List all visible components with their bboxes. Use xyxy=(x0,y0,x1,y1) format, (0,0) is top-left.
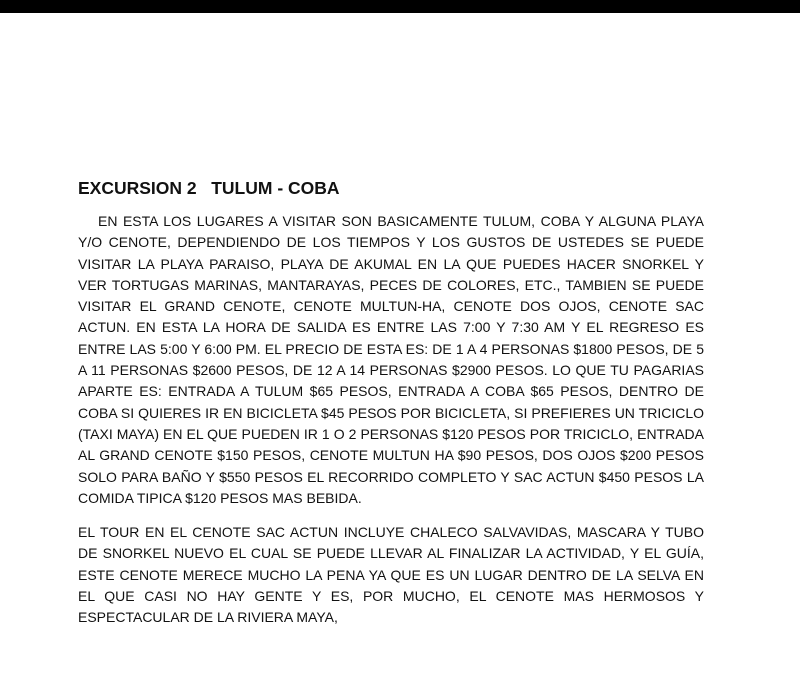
top-status-bar xyxy=(0,0,800,13)
document-title: EXCURSION 2 TULUM - COBA xyxy=(78,178,340,198)
document-body xyxy=(78,178,704,629)
paragraph-excursion-details: EN ESTA LOS LUGARES A VISITAR SON BASICAMENTE TULUM, COBA Y ALGUNA PLAYA Y/O CENOTE, DEPENDIENDO DE LOS TIEMPOS Y LOS GUSTOS DE USTEDES SE PUEDE VISITAR LA PLAYA PARAISO, PLAYA DE AKUMAL EN LA QUE PUEDES HACER SNORKEL Y VER TORTUGAS MARINAS, MANTARAYAS, PECES DE COLORES, ETC., TAMBIEN SE PUEDE VISITAR EL GRAND CENOTE, CENOTE MULTUN-HA, CENOTE DOS OJOS, CENOTE SAC ACTUN. EN ESTA LA HORA DE SALIDA ES ENTRE LAS 7:00 Y 7:30 AM Y EL REGRESO ES ENTRE LAS 5:00 Y 6:00 PM. EL PRECIO DE ESTA ES: DE 1 A 4 PERSONAS $1800 PESOS, DE 5 A 11 PERSONAS $2600 PESOS, DE 12 A 14 PERSONAS $2900 PESOS. LO QUE TU PAGARIAS APARTE ES: ENTRADA A TULUM $65 PESOS, ENTRADA A COBA $65 PESOS, DENTRO DE COBA SI QUIERES IR EN BICICLETA $45 PESOS POR BICICLETA, SI PREFIERES UN TRICICLO (TAXI MAYA) EN EL QUE PUEDEN IR 1 O 2 PERSONAS $120 PESOS POR TRICICLO, ENTRADA AL GRAND CENOTE $150 PESOS, CENOTE MULTUN HA $90 PESOS, DOS OJOS $200 PESOS SOLO PARA BAÑO Y $550 PESOS EL RECORRIDO COMPLETO Y SAC ACTUN $450 PESOS LA COMIDA TIPICA $120 PESOS MAS BEBIDA. xyxy=(78,213,704,506)
paragraph-sac-actun-tour: EL TOUR EN EL CENOTE SAC ACTUN INCLUYE CHALECO SALVAVIDAS, MASCARA Y TUBO DE SNORKEL NUEVO EL CUAL SE PUEDE LLEVAR AL FINALIZAR LA ACTIVIDAD, Y EL GUÍA, ESTE CENOTE MERECE MUCHO LA PENA YA QUE ES UN LUGAR DENTRO DE LA SELVA EN EL QUE CASI NO HAY GENTE Y ES, POR MUCHO, EL CENOTE MAS HERMOSOS Y ESPECTACULAR DE LA RIVIERA MAYA, xyxy=(78,524,704,626)
